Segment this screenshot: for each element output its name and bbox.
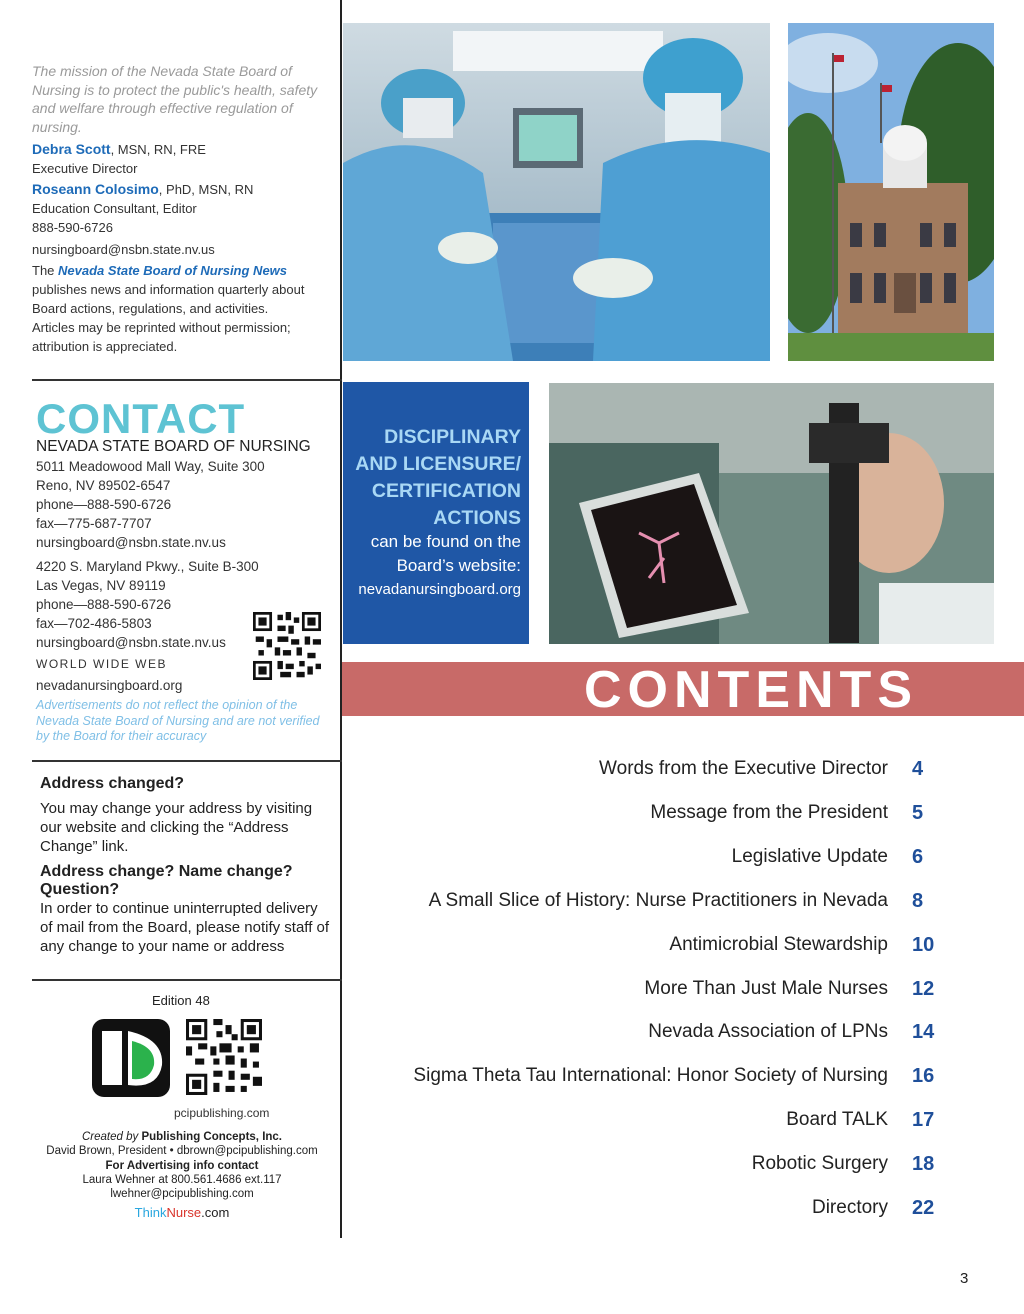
ad-contact: Laura Wehner at 800.561.4686 ext.117: [82, 1173, 282, 1186]
fax-line: fax—775-687-7707: [36, 516, 152, 531]
contact-heading: CONTACT: [36, 395, 246, 442]
toc-entry[interactable]: [400, 758, 960, 788]
vegas-office: [36, 557, 259, 652]
staff-name: Roseann Colosimo: [32, 181, 159, 197]
publisher-url[interactable]: pcipublishing.com: [174, 1106, 270, 1120]
capitol-photo: [788, 23, 994, 361]
fax-line: fax—702-486-5803: [36, 616, 152, 631]
staff-editor: [32, 180, 332, 259]
publisher-credits: [32, 1130, 332, 1201]
toc-title: Robotic Surgery: [751, 1153, 888, 1175]
toc-page: 12: [912, 977, 935, 1000]
company-name: Publishing Concepts, Inc.: [141, 1131, 283, 1143]
address-line: Reno, NV 89502-6547: [36, 478, 171, 493]
address-change-box: [40, 775, 330, 956]
toc-entry[interactable]: [400, 1109, 960, 1139]
disciplinary-body: can be found on the Board’s website:: [370, 532, 521, 575]
staff-creds: , MSN, RN, FRE: [110, 142, 206, 157]
toc-entry[interactable]: [400, 934, 960, 964]
toc-title: Words from the Executive Director: [599, 758, 888, 779]
toc-entry[interactable]: [400, 1197, 960, 1227]
qr-code-icon[interactable]: [253, 612, 321, 680]
president-line: David Brown, President • dbrown@pcipublishing.com: [46, 1145, 318, 1158]
toc-page: 18: [912, 1153, 935, 1176]
toc-title: More Than Just Male Nurses: [644, 977, 888, 999]
publication-note: [32, 261, 310, 356]
staff-executive-director: [32, 140, 332, 178]
toc-entry[interactable]: [400, 1153, 960, 1183]
surgery-photo: [343, 23, 770, 361]
address-heading: Address change? Name change? Question?: [40, 863, 293, 898]
divider: [32, 760, 342, 762]
toc-page: 16: [912, 1065, 935, 1088]
divider: [32, 979, 342, 981]
divider: [32, 379, 342, 381]
qr-code-icon[interactable]: [186, 1019, 262, 1095]
toc-title: Antimicrobial Stewardship: [669, 933, 888, 955]
toc-page: 17: [912, 1109, 935, 1132]
toc-page: 22: [912, 1197, 935, 1219]
toc-title: Nevada Association of LPNs: [648, 1021, 888, 1043]
staff-title: Executive Director: [32, 161, 138, 176]
heading-line: DISCIPLINARY: [384, 426, 521, 448]
address-text: In order to continue uninterrupted delivery of mail from the Board, please notify staff of any change to your name or address: [40, 900, 330, 955]
toc-title: Directory: [811, 1197, 888, 1218]
ad-disclaimer: Advertisements do not reflect the opinion of the Nevada State Board of Nursing and are not verified by the Board for their accuracy: [36, 698, 320, 743]
column-divider: [340, 0, 342, 1238]
toc-entry[interactable]: [400, 1021, 960, 1051]
toc-title: Message from the President: [650, 801, 888, 823]
staff-name: Debra Scott: [32, 141, 111, 157]
thinknurse-link[interactable]: [32, 1205, 332, 1220]
toc-title: A Small Slice of History: Nurse Practitioners in Nevada: [428, 889, 888, 911]
publication-name: Nevada State Board of Nursing News: [58, 263, 288, 278]
reno-office: [36, 457, 265, 552]
publication-post: publishes news and information quarterly about Board actions, regulations, and activities. Articles may be reprinted without permission; attribution is appreciated.: [32, 282, 305, 354]
heading-line: ACTIONS: [433, 507, 521, 529]
tn-think: Think: [134, 1205, 167, 1220]
toc-entry[interactable]: [400, 978, 960, 1008]
credit-label: Created by: [81, 1131, 139, 1143]
address-line: 4220 S. Maryland Pkwy., Suite B-300: [36, 559, 259, 574]
toc-title: Board TALK: [786, 1109, 888, 1131]
staff-creds: , PhD, MSN, RN: [158, 182, 254, 197]
ad-email[interactable]: lwehner@pcipublishing.com: [110, 1188, 254, 1201]
phone-line: phone—888-590-6726: [36, 497, 172, 512]
contents-heading: CONTENTS: [584, 661, 918, 719]
tn-com: .com: [201, 1205, 230, 1220]
pci-logo-icon: [92, 1019, 170, 1097]
staff-email[interactable]: nursingboard@nsbn.state.nv.us: [32, 242, 215, 257]
address-line: Las Vegas, NV 89119: [36, 578, 166, 593]
www-label: WORLD WIDE WEB: [36, 657, 167, 671]
tn-nurse: Nurse: [166, 1205, 202, 1220]
heading-line: CERTIFICATION: [371, 480, 521, 502]
disciplinary-url[interactable]: nevadanursingboard.org: [358, 581, 521, 598]
toc-page: 14: [912, 1021, 935, 1044]
toc-page: 10: [912, 933, 935, 956]
disciplinary-panel: [343, 382, 529, 644]
toc-title: Sigma Theta Tau International: Honor Society of Nursing: [413, 1065, 888, 1087]
email-line[interactable]: nursingboard@nsbn.state.nv.us: [36, 535, 226, 550]
address-heading: Address changed?: [40, 775, 185, 792]
website-link[interactable]: nevadanursingboard.org: [36, 678, 183, 693]
toc-title: Legislative Update: [731, 845, 888, 867]
address-text: You may change your address by visiting our website and clicking the “Address Change” link.: [40, 800, 313, 855]
contact-org: NEVADA STATE BOARD OF NURSING: [36, 438, 311, 455]
email-line[interactable]: nursingboard@nsbn.state.nv.us: [36, 635, 226, 650]
toc-entry[interactable]: [400, 846, 960, 876]
toc-page: 4: [912, 758, 924, 780]
edition-label: Edition 48: [152, 993, 210, 1008]
toc-page: 8: [912, 889, 924, 912]
phone-line: phone—888-590-6726: [36, 597, 172, 612]
address-line: 5011 Meadowood Mall Way, Suite 300: [36, 459, 265, 474]
toc-page: 6: [912, 845, 924, 868]
page-number: 3: [960, 1270, 969, 1287]
toc-entry[interactable]: [400, 1065, 960, 1095]
advertising-label: For Advertising info contact: [105, 1159, 259, 1172]
toc-entry[interactable]: [400, 802, 960, 832]
toc-page: 5: [912, 801, 924, 824]
staff-title: Education Consultant, Editor: [32, 201, 197, 216]
staff-phone: 888-590-6726: [32, 220, 113, 235]
disciplinary-heading: [351, 424, 521, 532]
toc-entry[interactable]: [400, 890, 960, 920]
publication-pre: The: [32, 263, 59, 278]
heading-line: AND LICENSURE/: [355, 453, 521, 475]
endoscopy-photo: [549, 383, 994, 644]
mission-statement: The mission of the Nevada State Board of Nursing is to protect the public's health, safety and welfare through effective regulation of nursing.: [32, 63, 318, 135]
